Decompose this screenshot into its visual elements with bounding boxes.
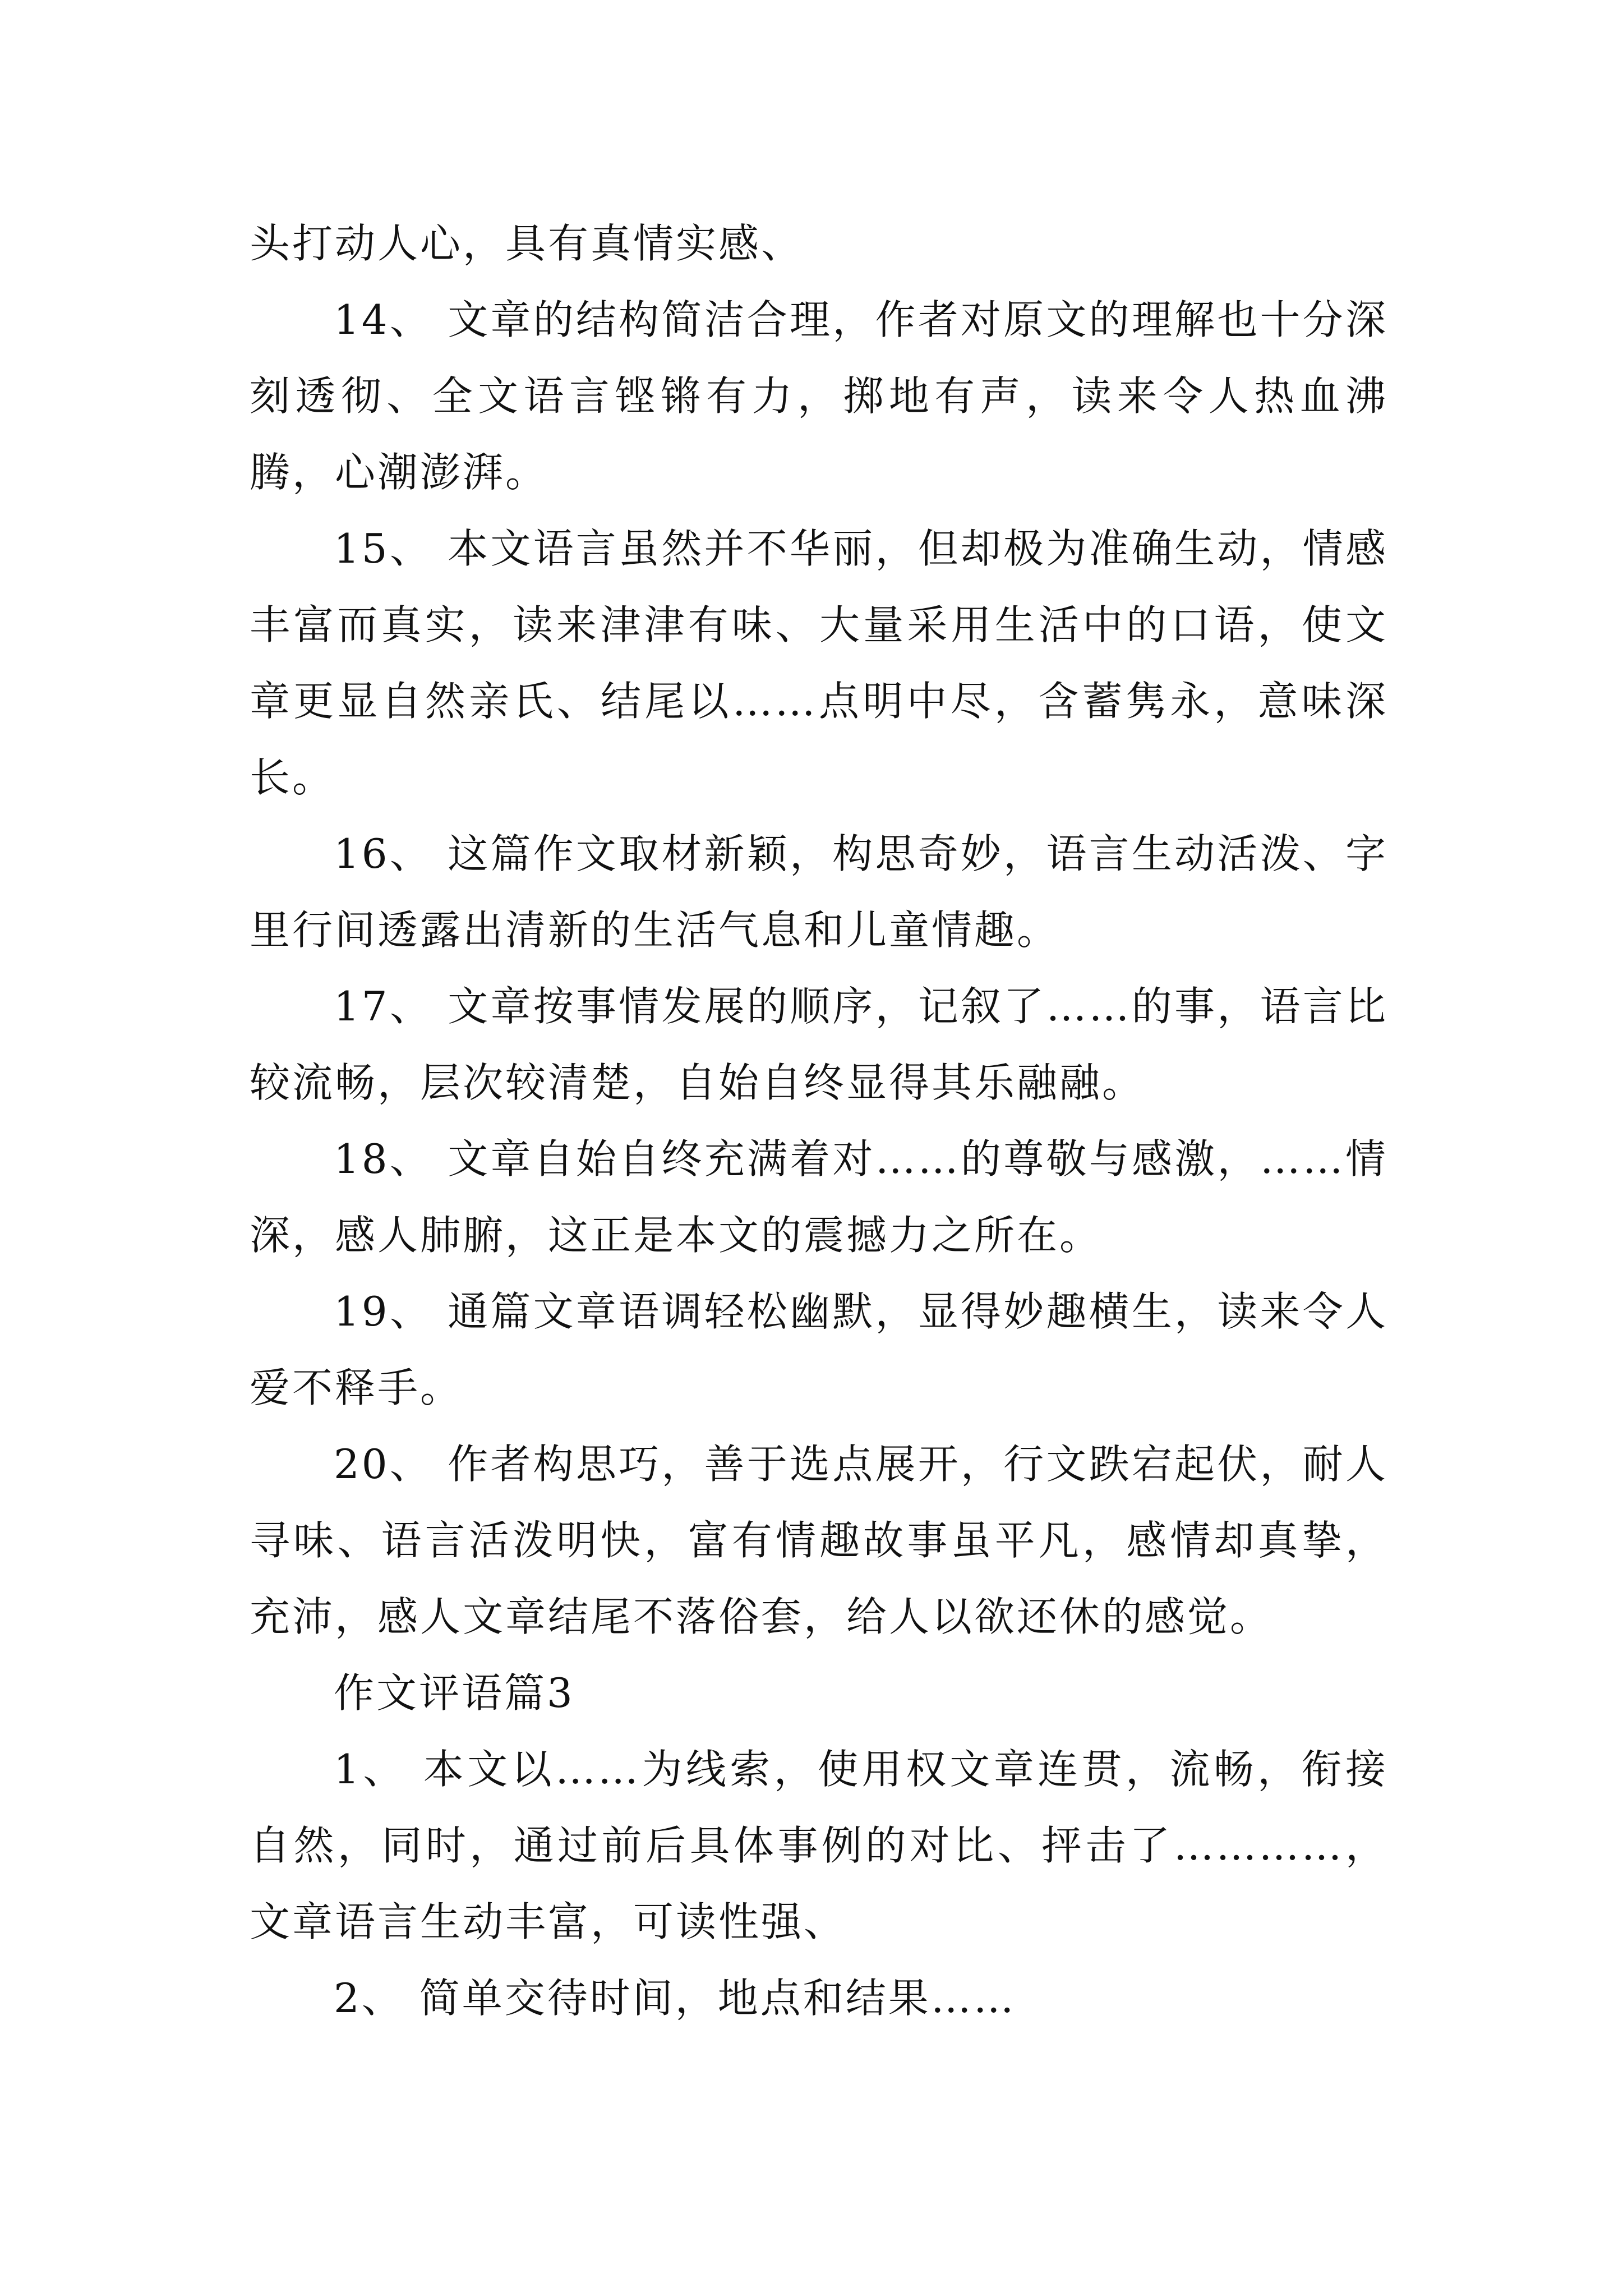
paragraph-item-20: 20、 作者构思巧，善于选点展开，行文跌宕起伏，耐人寻味、语言活泼明快，富有情趣故事虽平凡，感情却真挚，充沛，感人文章结尾不落俗套，给人以欲还休的感觉。: [250, 1441, 1388, 1640]
paragraph-item-15: 15、 本文语言虽然并不华丽，但却极为准确生动，情感丰富而真实，读来津津有味、大量采用生活中的口语，使文章更显自然亲氏、结尾以……点明中尽，含蓄隽永，意味深长。: [250, 525, 1388, 801]
document-body: [250, 205, 1388, 2036]
paragraph-item-14: 14、 文章的结构简洁合理，作者对原文的理解也十分深刻透彻、全文语言铿锵有力，掷地有声，读来令人热血沸腾，心潮澎湃。: [250, 296, 1388, 496]
paragraph-item-18: 18、 文章自始自终充满着对……的尊敬与感激，……情深，感人肺腑，这正是本文的震撼力之所在。: [250, 1135, 1388, 1259]
paragraph-item-16: 16、 这篇作文取材新颖，构思奇妙，语言生动活泼、字里行间透露出清新的生活气息和儿童情趣。: [250, 830, 1388, 954]
section-heading: 作文评语篇3: [334, 1669, 575, 1717]
paragraph-item-2: 2、 简单交待时间，地点和结果……: [334, 1975, 1016, 2022]
paragraph-item-17: 17、 文章按事情发展的顺序，记叙了……的事，语言比较流畅，层次较清楚，自始自终显得其乐融融。: [250, 983, 1388, 1106]
paragraph-item-1: 1、 本文以……为线索，使用权文章连贯，流畅，衔接自然，同时，通过前后具体事例的对比、抨击了…………，文章语言生动丰富，可读性强、: [250, 1746, 1388, 1945]
paragraph-item-19: 19、 通篇文章语调轻松幽默，显得妙趣横生，读来令人爱不释手。: [250, 1288, 1388, 1411]
paragraph-continuation: 头打动人心，具有真情实感、: [250, 220, 804, 267]
